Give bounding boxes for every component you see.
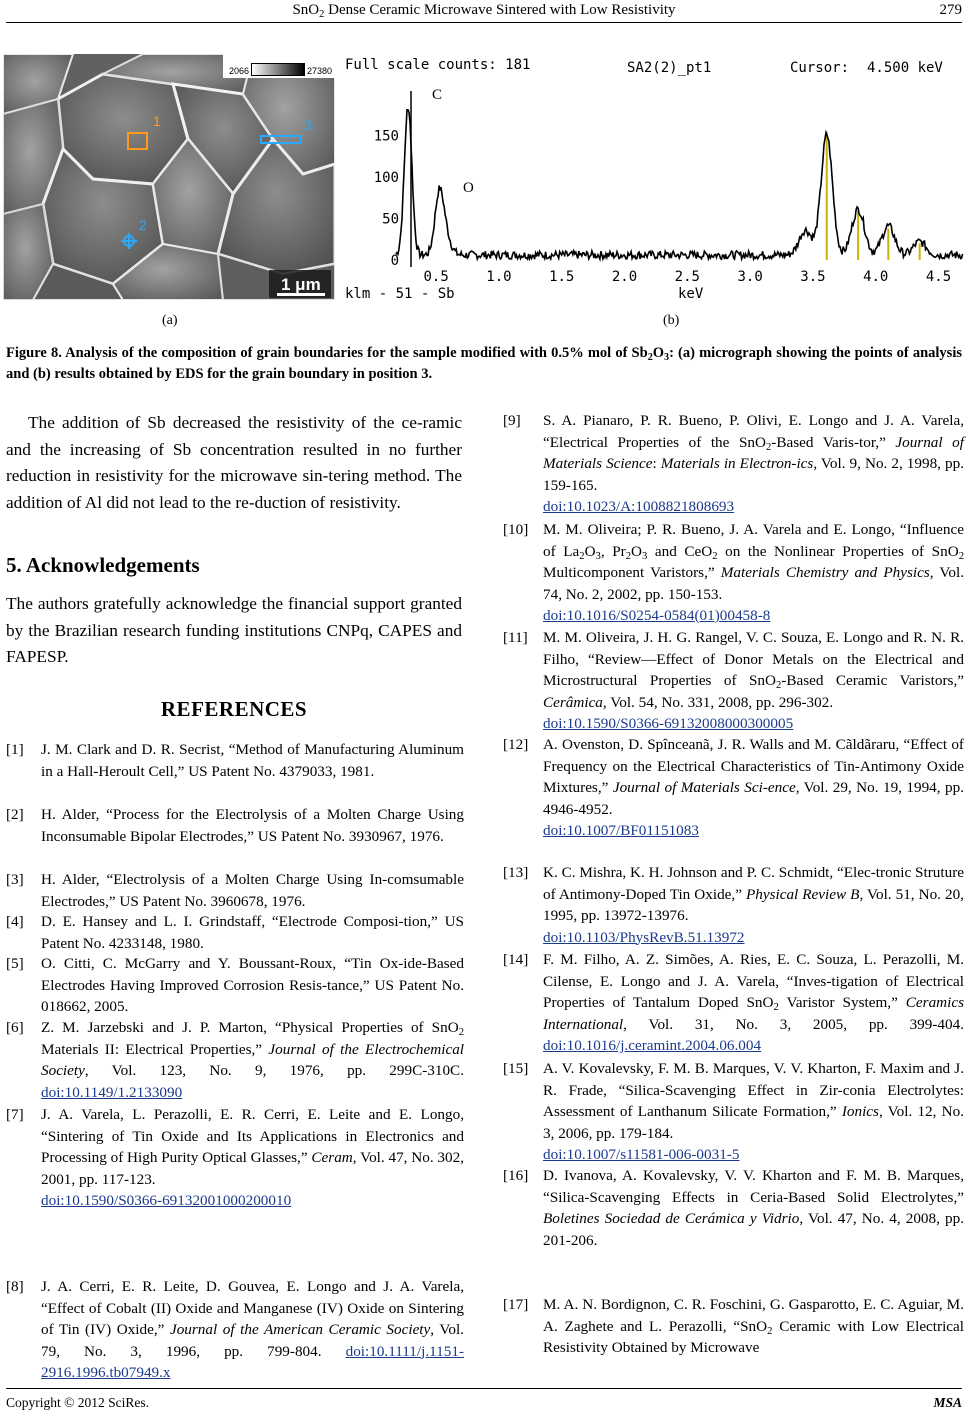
- reference-number: [14]: [503, 951, 529, 968]
- reference-number: [3]: [6, 871, 24, 888]
- scale-bar-label: 1 μm: [281, 275, 321, 294]
- reference-text: M. M. Oliveira, J. H. G. Rangel, V. C. Souza, E. Longo and R. N. R. Filho, “Review—Effect of Donor Metals on the Electrical and Microstructural Properties of SnO$_2$-Based Ceramic Varistors,” Cerâmica, Vol. 54, No. 331, 2008, pp. 296-302. doi:10.1590/S0366-69132008000300005: [543, 629, 964, 732]
- header-rule: [6, 22, 962, 23]
- reference-number: [17]: [503, 1296, 529, 1313]
- y-tick-label: 150: [373, 128, 399, 145]
- reference-text: J. M. Clark and D. R. Secrist, “Method of Manufacturing Aluminum in a Hall-Heroult Cell,” US Patent No. 4379033, 1981.: [41, 741, 464, 780]
- figure-caption: Figure 8. Analysis of the composition of grain boundaries for the sample modified with 0.5% mol of $Sb_2O_3$: (a) micrograph showing the points of analysis and (b) results obtained by EDS for the grain boundary in position 3.: [6, 345, 962, 382]
- doi-link[interactable]: doi:10.1007/s11581-006-0031-5: [543, 1146, 740, 1163]
- x-tick-labels: [423, 269, 951, 285]
- reference-text: D. Ivanova, A. Kovalevsky, V. V. Kharton and F. M. B. Marques, “Silica-Scavenging Effects in Ceria-Based Solid Electrolytes,” Boletines Sociedad de Cerámica y Vidrio, Vol. 47, No. 4, 2008, pp. 201-206.: [543, 1167, 964, 1249]
- doi-link[interactable]: doi:10.1590/S0366-69132001000200010: [41, 1192, 292, 1209]
- eds-spectrum: [339, 54, 965, 302]
- cursor-value: 4.500 keV: [867, 60, 943, 76]
- x-tick-label: 4.0: [863, 269, 889, 285]
- reference-number: [8]: [6, 1278, 24, 1295]
- x-tick-label: 0.5: [423, 269, 449, 285]
- reference-text: A. Ovenston, D. Spînceanã, J. R. Walls and M. Cãldãraru, “Effect of Frequency on the Electrical Characteristics of Tin-Antimony Oxide Mixtures,” Journal of Materials Sci-ence, Vol. 29, No. 19, 1994, pp. 4946-4952. doi:10.1007/BF01151083: [543, 736, 965, 839]
- x-tick-label: 2.5: [674, 269, 700, 285]
- reference-text: J. A. Cerri, E. R. Leite, D. Gouvea, E. Longo and J. A. Varela, “Effect of Cobalt (II) Oxide and Manganese (IV) Oxide on Sintering of Tin (IV) Oxide,” Journal of the American Ceramic Society, Vol. 79, No. 3, 1996, pp. 799-804. doi:10.1111/j.1151-2916.1996.tb07949.x: [41, 1278, 464, 1381]
- x-tick-label: 2.0: [611, 269, 638, 285]
- point-1-label: 1: [153, 113, 161, 129]
- reference-number: [7]: [6, 1106, 24, 1123]
- body-paragraph: The addition of Sb decreased the resistivity of the ce-ramic and the increasing of Sb concentration resulted in no further reduction in resistivity for the microwave sin-tering method. The addition of Al did not lead to the re-duction of resistivity.: [6, 413, 462, 512]
- x-tick-label: 4.5: [925, 269, 952, 285]
- reference-text: A. V. Kovalevsky, F. M. B. Marques, V. V. Kharton, F. Maxim and J. R. Frade, “Silica-Scavenging Effect in Zir-conia Electrolytes: Assessment of Lanthanum Silicate Formation,” Ionics, Vol. 12, No. 3, 2006, pp. 179-184. doi:10.1007/s11581-006-0031-5: [543, 1060, 964, 1163]
- doi-link[interactable]: doi:10.1149/1.2133090: [41, 1083, 183, 1101]
- reference-number: [13]: [503, 864, 529, 881]
- y-tick-label: 0: [390, 253, 399, 269]
- full-scale-label: Full scale counts: 181: [345, 57, 531, 73]
- reference-text: O. Citti, C. McGarry and Y. Boussant-Roux, “Tin Ox-ide-Based Electrodes Having Improved Corrosion Resis-tance,” US Patent No. 018662, 2005.: [41, 955, 464, 1015]
- caption-b: (b): [663, 313, 680, 328]
- spectrum-trace: [396, 110, 963, 259]
- reference-text: H. Alder, “Process for the Electrolysis of a Molten Charge Using Inconsumable Bipolar Electrodes,” US Patent No. 3930967, 1976.: [41, 806, 464, 845]
- reference-number: [9]: [503, 412, 521, 429]
- doi-link[interactable]: doi:10.1007/BF01151083: [543, 822, 699, 839]
- scale-min-label: 2066: [229, 66, 250, 76]
- reference-text: F. M. Filho, A. Z. Simões, A. Ries, E. C. Souza, L. Perazolli, M. Cilense, E. Longo and J. A. Varela, “Inves-tigation of Electrical Properties of Tantalum Doped SnO$_2$ Varistor System,” Ceramics International, Vol. 31, No. 3, 2005, pp. 399-404. doi:10.1016/j.ceramint.2004.06.004: [543, 951, 964, 1054]
- doi-link[interactable]: doi:10.1023/A:1008821808693: [543, 498, 735, 515]
- point-3-label: 3: [304, 117, 312, 133]
- running-title: SnO$_2$ Dense Ceramic Microwave Sintered with Low Resistivity: [292, 2, 676, 20]
- sample-label: SA2(2)_pt1: [627, 60, 712, 76]
- reference-number: [10]: [503, 521, 529, 538]
- reference-text: K. C. Mishra, K. H. Johnson and P. C. Schmidt, “Elec-tronic Struture of Antimony-Doped Tin Oxide,” Physical Review B, Vol. 51, No. 20, 1995, pp. 13972-13976. doi:10.1103/PhysRevB.51.13972: [543, 864, 964, 946]
- y-tick-labels: [374, 129, 399, 270]
- reference-number: [4]: [6, 913, 24, 930]
- reference-text: M. A. N. Bordignon, C. R. Foschini, G. Gasparotto, E. C. Aguiar, M. A. Zaghete and L. Perazolli, “SnO$_2$ Ceramic with Low Electrical Resistivity Obtained by Microwave: [543, 1296, 964, 1356]
- doi-link[interactable]: doi:10.1590/S0366-69132008000300005: [543, 715, 794, 732]
- caption-a: (a): [162, 313, 178, 328]
- section-heading-acknowledgements: 5. Acknowledgements: [6, 553, 200, 577]
- y-tick-label: 100: [373, 170, 399, 186]
- intensity-scale: [223, 54, 335, 78]
- footer-rule: [6, 1388, 962, 1389]
- footer-journal: MSA: [933, 1395, 962, 1410]
- reference-text: S. A. Pianaro, P. R. Bueno, P. Olivi, E. Longo and J. A. Varela, “Electrical Properties of the SnO$_2$-Based Varis-tor,” Journal of Materials Science: Materials in Electron-ics, Vol. 9, No. 2, 1998, pp. 159-165. doi:10.1023/A:1008821808693: [543, 412, 964, 515]
- doi-link[interactable]: doi:10.1111/j.1151-2916.1996.tb07949.x: [41, 1342, 464, 1381]
- reference-number: [11]: [503, 629, 528, 646]
- grain-image: [3, 54, 335, 300]
- eds-chart: [339, 54, 965, 302]
- cursor-label: Cursor:: [790, 60, 850, 76]
- point-2-label: 2: [139, 217, 147, 233]
- x-axis-label: keV: [678, 286, 704, 302]
- footer-copyright: Copyright © 2012 SciRes.: [6, 1395, 150, 1410]
- sem-micrograph: [3, 54, 335, 300]
- reference-text: D. E. Hansey and L. I. Grindstaff, “Electrode Composi-tion,” US Patent No. 4233148, 1980.: [41, 913, 464, 952]
- x-tick-label: 1.0: [486, 269, 512, 285]
- scale-max-label: 27380: [307, 66, 333, 76]
- reference-text: Z. M. Jarzebski and J. P. Marton, “Physical Properties of SnO$_2$ Materials II: Electrical Properties,” Journal of the Electrochemical Society, Vol. 123, No. 9, 1976, pp. 299C-310C. doi:10.1149/1.2133090: [41, 1019, 465, 1101]
- reference-number: [6]: [6, 1019, 24, 1036]
- peak-c-label: C: [432, 87, 443, 103]
- acknowledgements-text: The authors gratefully acknowledge the financial support granted by the Brazilian research funding institutions CNPq, CAPES and FAPESP.: [6, 594, 462, 666]
- doi-link[interactable]: doi:10.1016/j.ceramint.2004.06.004: [543, 1037, 762, 1054]
- reference-text: M. M. Oliveira; P. R. Bueno, J. A. Varela and E. Longo, “Influence of $La_2O_3$, $Pr_2O_3$ and CeO$_2$ on the Nonlinear Properties of SnO$_2$ Multicomponent Varistors,” Materials Chemistry and Physics, Vol. 74, No. 2, 2002, pp. 150-153. doi:10.1016/S0254-0584(01)00458-8: [543, 521, 965, 624]
- intensity-gradient: [251, 63, 305, 76]
- reference-number: [5]: [6, 955, 24, 972]
- reference-text: J. A. Varela, L. Perazolli, E. R. Cerri, E. Leite and E. Longo, “Sintering of Tin Oxide and Its Applications in Electronics and Processing of High Purity Optical Glasses,” Ceram, Vol. 47, No. 302, 2001, pp. 117-123. doi:10.1590/S0366-69132001000200010: [41, 1106, 465, 1209]
- reference-number: [15]: [503, 1060, 529, 1077]
- peak-o-label: O: [463, 180, 474, 196]
- element-marker-lines: [827, 131, 920, 260]
- reference-number: [12]: [503, 736, 529, 753]
- x-tick-label: 3.0: [737, 269, 763, 285]
- klm-label: klm - 51 - Sb: [345, 286, 455, 302]
- reference-number: [1]: [6, 741, 24, 758]
- doi-link[interactable]: doi:10.1016/S0254-0584(01)00458-8: [543, 607, 771, 624]
- reference-text: H. Alder, “Electrolysis of a Molten Charge Using In-comsumable Electrodes,” US Patent No. 3960678, 1976.: [41, 871, 464, 910]
- x-tick-label: 3.5: [800, 269, 826, 285]
- doi-link[interactable]: doi:10.1103/PhysRevB.51.13972: [543, 928, 745, 946]
- y-tick-label: 50: [382, 211, 399, 228]
- references-heading: REFERENCES: [160, 697, 308, 721]
- x-tick-label: 1.5: [549, 269, 575, 285]
- reference-number: [2]: [6, 806, 24, 823]
- reference-number: [16]: [503, 1167, 529, 1184]
- page-number: 279: [939, 2, 962, 18]
